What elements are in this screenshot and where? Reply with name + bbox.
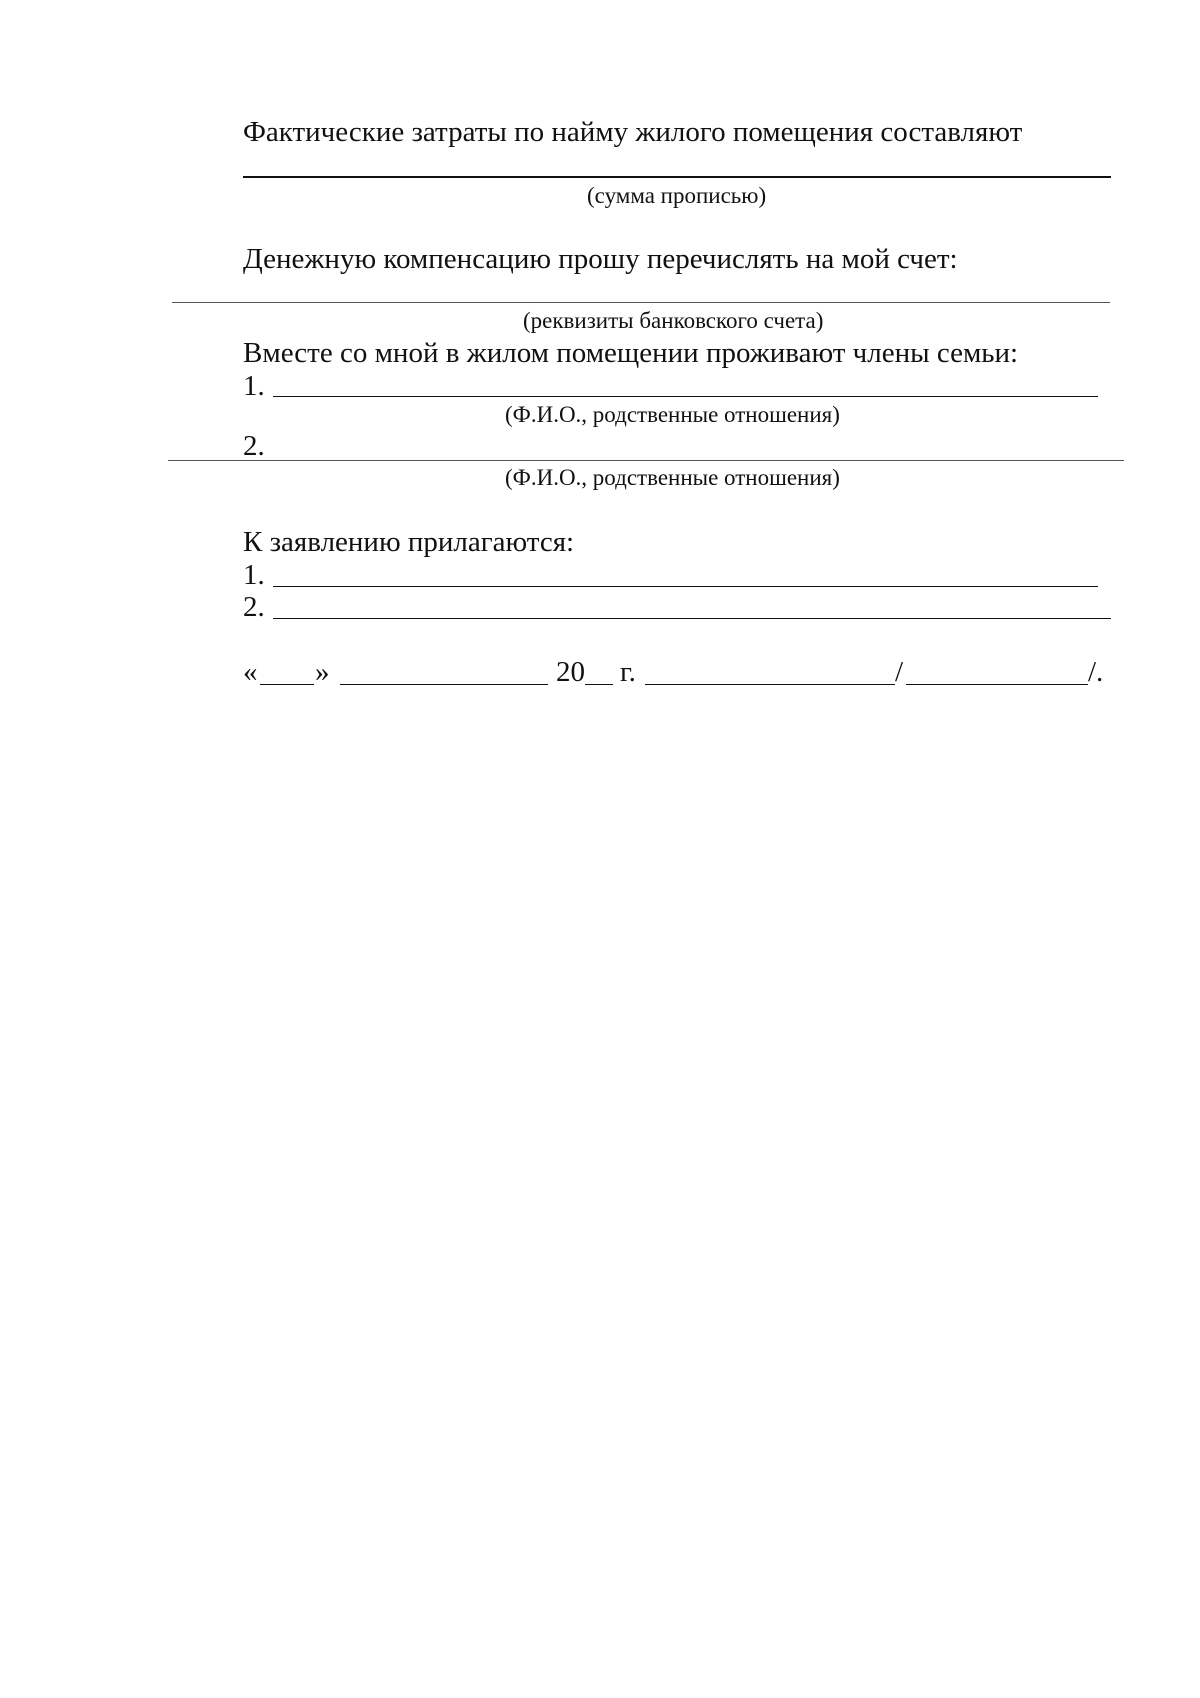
- family-item-2-number: 2.: [243, 430, 265, 462]
- payment-account-line[interactable]: [172, 302, 1110, 303]
- date-year-line[interactable]: [585, 684, 613, 685]
- costs-amount-line[interactable]: [243, 176, 1111, 178]
- signature-line[interactable]: [645, 684, 895, 685]
- payment-caption: (реквизиты банковского счета): [523, 308, 824, 333]
- date-month-line[interactable]: [340, 684, 548, 685]
- attachments-item-1-number: 1.: [243, 559, 265, 591]
- date-open-quote: «: [243, 656, 258, 688]
- family-item-1-caption: (Ф.И.О., родственные отношения): [505, 402, 840, 427]
- attachments-item-1-line[interactable]: [273, 586, 1098, 587]
- attachments-sentence: К заявлению прилагаются:: [243, 526, 575, 558]
- family-item-1-number: 1.: [243, 370, 265, 402]
- family-item-2-caption: (Ф.И.О., родственные отношения): [505, 465, 840, 490]
- date-year-suffix: г.: [620, 656, 636, 688]
- family-item-2-line[interactable]: [168, 460, 1124, 461]
- payment-sentence: Денежную компенсацию прошу перечислять на мой счет:: [243, 243, 958, 275]
- family-item-1-line[interactable]: [273, 396, 1098, 397]
- signature-separator: /: [895, 656, 904, 688]
- signature-end: /.: [1088, 656, 1104, 688]
- attachments-item-2-number: 2.: [243, 591, 265, 623]
- signature-name-line[interactable]: [906, 684, 1088, 685]
- date-year-prefix: 20: [556, 656, 585, 688]
- family-sentence: Вместе со мной в жилом помещении проживают члены семьи:: [243, 337, 1019, 369]
- attachments-item-2-line[interactable]: [273, 618, 1111, 619]
- costs-sentence: Фактические затраты по найму жилого помещения составляют: [243, 116, 1023, 148]
- costs-caption: (сумма прописью): [587, 183, 767, 208]
- date-day-line[interactable]: [260, 684, 314, 685]
- date-close-quote: »: [315, 656, 330, 688]
